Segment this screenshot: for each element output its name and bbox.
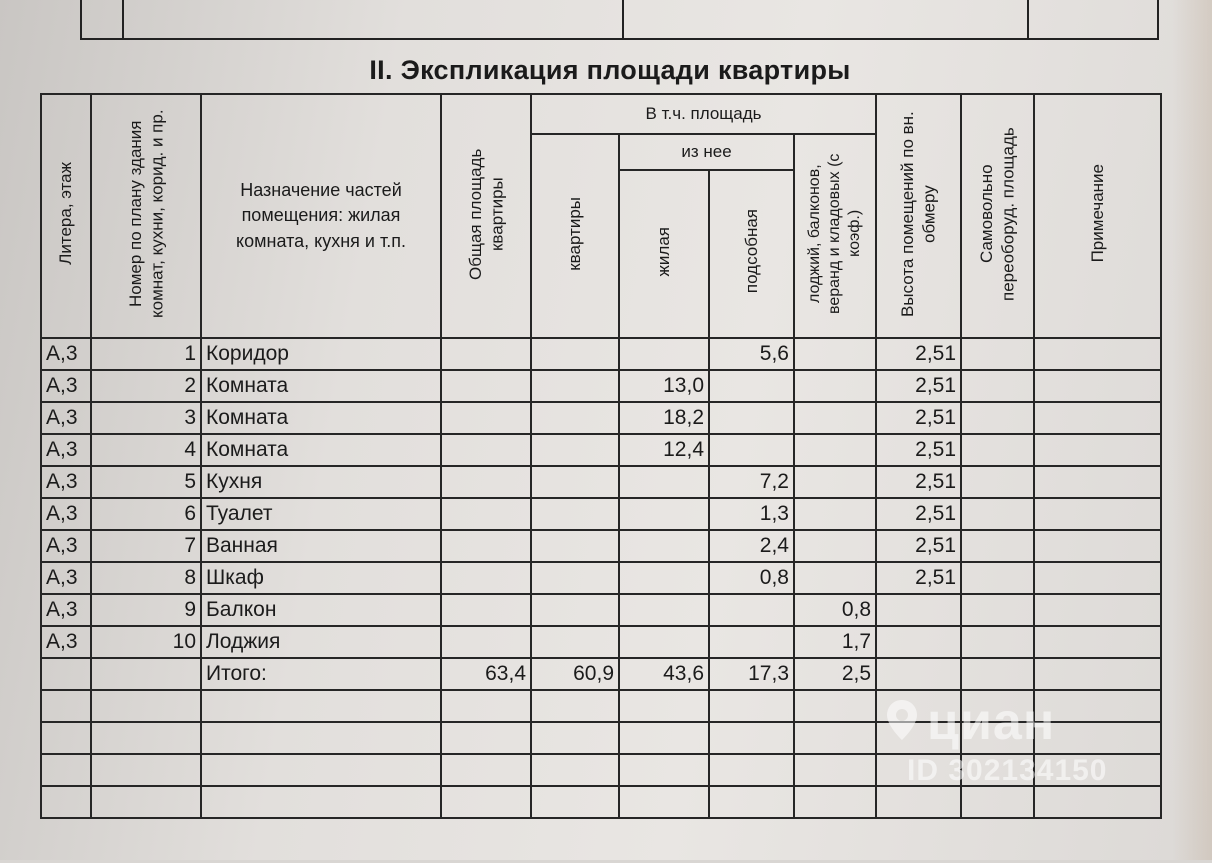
table-row: А,3 9 Балкон 0,8 [41, 594, 1161, 626]
header-purpose: Назначение частей помещения: жилая комната, кухня и т.п. [201, 94, 441, 338]
section-title: II. Экспликация площади квартиры [369, 55, 851, 85]
totals-label: Итого: [201, 658, 441, 690]
table-row: А,3 3 Комната 18,2 2,51 [41, 402, 1161, 434]
header-living: жилая [619, 170, 709, 338]
previous-table-fragment [80, 0, 1159, 40]
header-number: Номер по плану здания комнат, кухни, корид. и пр. [91, 94, 201, 338]
header-auxiliary: подсобная [709, 170, 794, 338]
header-including: В т.ч. площадь [531, 94, 876, 134]
page-edge-shadow [1172, 0, 1212, 860]
totals-total-area: 63,4 [441, 658, 531, 690]
totals-row [41, 658, 1161, 690]
header-apartment: квартиры [531, 134, 619, 338]
table-row: А,3 5 Кухня 7,2 2,51 [41, 466, 1161, 498]
header-note: Примечание [1034, 94, 1161, 338]
header-of-which: из нее [619, 134, 794, 170]
table-row: А,3 1 Коридор 5,6 2,51 [41, 338, 1161, 370]
totals-auxiliary: 17,3 [709, 658, 794, 690]
header-loggias: лоджий, балконов, веранд и кладовых (с коэф.) [794, 134, 876, 338]
table-row: А,3 4 Комната 12,4 2,51 [41, 434, 1161, 466]
table-row: А,3 7 Ванная 2,4 2,51 [41, 530, 1161, 562]
location-pin-icon [885, 698, 919, 742]
table-row: А,3 6 Туалет 1,3 2,51 [41, 498, 1161, 530]
header-litera: Литера, этаж [41, 94, 91, 338]
totals-loggias: 2,5 [794, 658, 876, 690]
table-row: А,3 2 Комната 13,0 2,51 [41, 370, 1161, 402]
header-height: Высота помещений по вн. обмеру [876, 94, 961, 338]
table-row: А,3 10 Лоджия 1,7 [41, 626, 1161, 658]
header-unauthorized: Самовольно переоборуд. площадь [961, 94, 1034, 338]
totals-apartment: 60,9 [531, 658, 619, 690]
watermark-brand: циан [927, 693, 1056, 751]
table-row: А,3 8 Шкаф 0,8 2,51 [41, 562, 1161, 594]
watermark [885, 690, 1125, 800]
header-total-area: Общая площадь квартиры [441, 94, 531, 338]
totals-living: 43,6 [619, 658, 709, 690]
watermark-id: ID 302134150 [907, 754, 1108, 787]
